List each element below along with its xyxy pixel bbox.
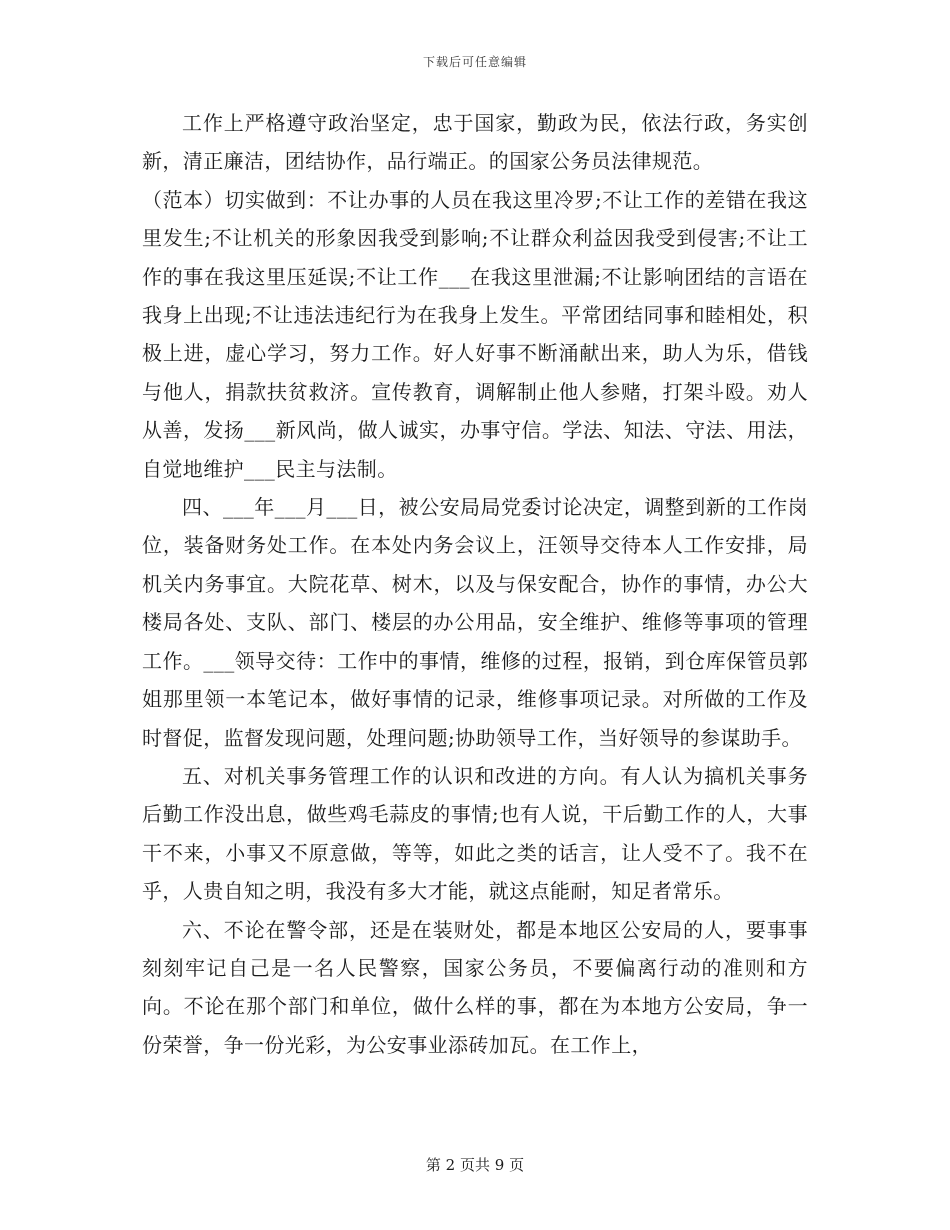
page-header: 下载后可任意编辑 (422, 55, 527, 69)
paragraph-section-5: 五、对机关事务管理工作的认识和改进的方向。有人认为搞机关事务后勤工作没出息，做些鸡毛蒜皮的事情;也有人说，干后勤工作的人，大事干不来，小事又不原意做，等等，如此之类的话言，让人受不了。我不在乎，人贵自知之明，我没有多大才能，就这点能耐，知足者常乐。 (142, 763, 808, 904)
page-footer: 第 2 页共 9 页 (425, 1156, 525, 1174)
document-body (142, 104, 808, 1064)
paragraph-2: （范本）切实做到：不让办事的人员在我这里冷罗;不让工作的差错在我这里发生;不让机关的形象因我受到影响;不让群众利益因我受到侵害;不让工作的事在我这里压延误;不让工作___在我这里泄漏;不让影响团结的言语在我身上出现;不让违法违纪行为在我身上发生。平常团结同事和睦相处，积极上进，虚心学习，努力工作。好人好事不断涌献出来，助人为乐，借钱与他人，捐款扶贫救济。宣传教育，调解制止他人参赌，打架斗殴。劝人从善，发扬___新风尚，做人诚实，办事守信。学法、知法、守法、用法，自觉地维护___民主与法制。 (142, 187, 808, 481)
paragraph-section-6: 六、不论在警令部，还是在装财处，都是本地区公安局的人，要事事刻刻牢记自己是一名人民警察，国家公务员，不要偏离行动的准则和方向。不论在那个部门和单位，做什么样的事，都在为本地方公安局，争一份荣誉，争一份光彩，为公安事业添砖加瓦。在工作上， (142, 917, 808, 1057)
paragraph-1: 工作上严格遵守政治坚定，忠于国家，勤政为民，依法行政，务实创新，清正廉洁，团结协作，品行端正。的国家公务员法律规范。 (142, 111, 808, 174)
paragraph-section-4: 四、___年___月___日，被公安局局党委讨论决定，调整到新的工作岗位，装备财务处工作。在本处内务会议上，汪领导交待本人工作安排，局机关内务事宜。大院花草、树木，以及与保安配合，协作的事情，办公大楼局各处、支队、部门、楼层的办公用品，安全维护、维修等事项的管理工作。___领导交待：工作中的事情，维修的过程，报销，到仓库保管员郭姐那里领一本笔记本，做好事情的记录，维修事项记录。对所做的工作及时督促，监督发现问题，处理问题;协助领导工作，当好领导的参谋助手。 (142, 495, 808, 750)
